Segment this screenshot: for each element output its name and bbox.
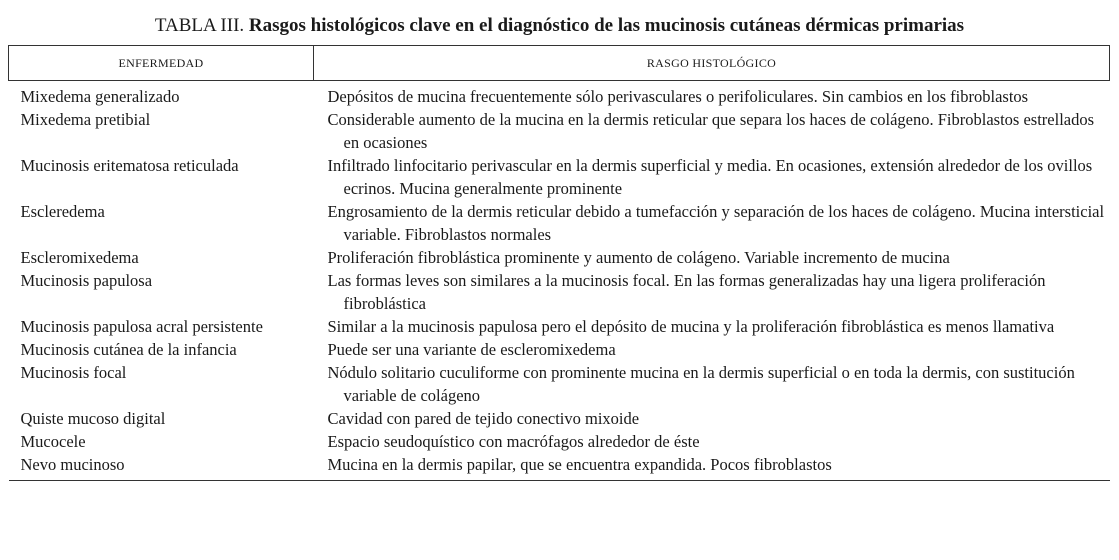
table-row bbox=[9, 361, 1110, 407]
feature-cell bbox=[314, 361, 1110, 407]
table-row bbox=[9, 407, 1110, 430]
disease-cell: Mucinosis focal bbox=[20, 363, 127, 382]
table-row bbox=[9, 246, 1110, 269]
table-caption-prefix: TABLA III. bbox=[154, 15, 245, 36]
table-row bbox=[9, 269, 1110, 315]
header-row bbox=[9, 46, 1110, 81]
table-caption bbox=[0, 14, 1119, 38]
table-row bbox=[9, 338, 1110, 361]
table-row bbox=[9, 200, 1110, 246]
feature-cell bbox=[314, 81, 1110, 109]
feature-text: Nódulo solitario cuculiforme con prominente mucina en la dermis superficial o en toda la dermis, con sustitución variable de colágeno bbox=[327, 363, 1075, 405]
feature-text: Espacio seudoquístico con macrófagos alrededor de éste bbox=[327, 432, 700, 451]
feature-cell bbox=[314, 338, 1110, 361]
disease-cell: Mixedema pretibial bbox=[20, 110, 151, 129]
feature-cell bbox=[314, 200, 1110, 246]
feature-cell bbox=[314, 430, 1110, 453]
feature-text: Depósitos de mucina frecuentemente sólo perivasculares o perifoliculares. Sin cambios en los fibroblastos bbox=[327, 87, 1029, 106]
histology-table bbox=[8, 45, 1110, 481]
disease-cell: Nevo mucinoso bbox=[9, 453, 314, 481]
feature-text: Cavidad con pared de tejido conectivo mixoide bbox=[327, 409, 640, 428]
feature-cell bbox=[314, 154, 1110, 200]
feature-cell bbox=[314, 108, 1110, 154]
table-row bbox=[9, 430, 1110, 453]
feature-text: Considerable aumento de la mucina en la dermis reticular que separa los haces de colágeno. Fibroblastos estrellados en ocasiones bbox=[327, 110, 1095, 152]
disease-cell: Mucinosis papulosa acral persistente bbox=[20, 317, 263, 336]
disease-cell: Mucinosis eritematosa reticulada bbox=[20, 156, 239, 175]
disease-cell: Escleromixedema bbox=[20, 248, 139, 267]
feature-cell bbox=[314, 269, 1110, 315]
table-row bbox=[9, 315, 1110, 338]
feature-cell bbox=[314, 315, 1110, 338]
disease-cell: Escleredema bbox=[20, 202, 105, 221]
table-body bbox=[9, 81, 1110, 481]
table-row bbox=[9, 81, 1110, 109]
table-row bbox=[9, 453, 1110, 481]
feature-cell bbox=[314, 246, 1110, 269]
disease-cell: Quiste mucoso digital bbox=[20, 409, 166, 428]
table-caption-title: Rasgos histológicos clave en el diagnóstico de las mucinosis cutáneas dérmicas primarias bbox=[248, 15, 965, 36]
feature-cell bbox=[314, 407, 1110, 430]
disease-cell: Mucinosis papulosa bbox=[20, 271, 153, 290]
disease-cell: Mixedema generalizado bbox=[20, 87, 180, 106]
header-enfermedad: ENFERMEDAD bbox=[9, 46, 314, 81]
feature-text: Similar a la mucinosis papulosa pero el depósito de mucina y la proliferación fibroblástica es menos llamativa bbox=[327, 317, 1055, 336]
disease-cell: Mucinosis cutánea de la infancia bbox=[20, 340, 237, 359]
feature-text: Infiltrado linfocitario perivascular en la dermis superficial y media. En ocasiones, extensión alrededor de los ovillos ecrinos. Mucina generalmente prominente bbox=[327, 156, 1093, 198]
feature-text: Las formas leves son similares a la mucinosis focal. En las formas generalizadas hay una ligera proliferación fibroblástica bbox=[327, 271, 1046, 313]
disease-cell: Mucocele bbox=[20, 432, 86, 451]
feature-text: Proliferación fibroblástica prominente y aumento de colágeno. Variable incremento de mucina bbox=[327, 248, 950, 267]
table-row bbox=[9, 154, 1110, 200]
header-rasgo-histologico: RASGO HISTOLÓGICO bbox=[314, 46, 1110, 81]
feature-text: Engrosamiento de la dermis reticular debido a tumefacción y separación de los haces de colágeno. Mucina intersticial variable. Fibroblastos normales bbox=[327, 202, 1105, 244]
feature-cell bbox=[314, 453, 1110, 481]
table-header bbox=[9, 46, 1110, 81]
feature-text: Puede ser una variante de escleromixedema bbox=[327, 340, 616, 359]
table-row bbox=[9, 108, 1110, 154]
feature-text: Mucina en la dermis papilar, que se encuentra expandida. Pocos fibroblastos bbox=[327, 455, 832, 474]
